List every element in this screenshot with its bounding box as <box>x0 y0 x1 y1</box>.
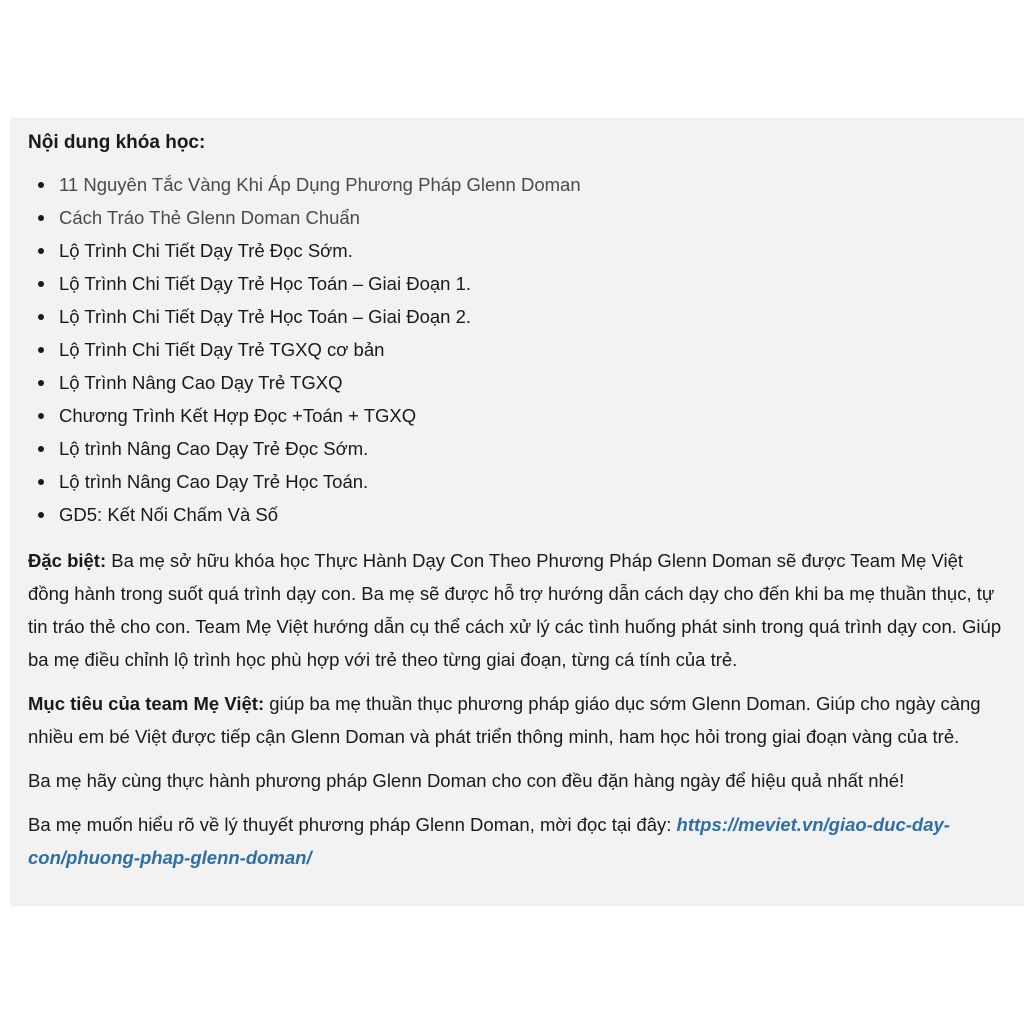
course-list <box>28 168 1006 531</box>
list-item-label: Lộ Trình Nâng Cao Dạy Trẻ TGXQ <box>59 372 343 393</box>
list-item <box>28 465 1006 498</box>
list-item <box>28 432 1006 465</box>
list-item <box>28 168 1006 201</box>
list-item-label: Lộ Trình Chi Tiết Dạy Trẻ Học Toán – Giai Đoạn 2. <box>59 306 472 327</box>
goal-paragraph <box>28 687 1006 753</box>
bullet-icon <box>38 380 44 386</box>
list-item <box>28 267 1006 300</box>
list-item <box>28 366 1006 399</box>
course-content-heading: Nội dung khóa học: <box>28 132 206 153</box>
bullet-icon <box>38 512 44 518</box>
bullet-icon <box>38 248 44 254</box>
list-item <box>28 333 1006 366</box>
list-item <box>28 201 1006 234</box>
bullet-icon <box>38 182 44 188</box>
list-item-label: Lộ Trình Chi Tiết Dạy Trẻ TGXQ cơ bản <box>59 339 385 360</box>
bullet-icon <box>38 281 44 287</box>
special-label: Đặc biệt: <box>28 550 107 571</box>
list-item <box>28 498 1006 531</box>
bullet-icon <box>38 446 44 452</box>
list-item-label: Chương Trình Kết Hợp Đọc +Toán + TGXQ <box>59 405 417 426</box>
bullet-icon <box>38 479 44 485</box>
bullet-icon <box>38 347 44 353</box>
list-item-label: Lộ Trình Chi Tiết Dạy Trẻ Đọc Sớm. <box>59 240 353 261</box>
list-item-label: 11 Nguyên Tắc Vàng Khi Áp Dụng Phương Pháp Glenn Doman <box>59 174 581 195</box>
theory-link[interactable]: https://meviet.vn/giao-duc-day-con/phuong-phap-glenn-doman/ <box>28 814 950 868</box>
list-item <box>28 234 1006 267</box>
list-item <box>28 399 1006 432</box>
special-paragraph <box>28 544 1006 676</box>
list-item-label: Cách Tráo Thẻ Glenn Doman Chuẩn <box>59 207 360 228</box>
bullet-icon <box>38 314 44 320</box>
practice-paragraph: Ba mẹ hãy cùng thực hành phương pháp Glenn Doman cho con đều đặn hàng ngày để hiệu quả nhất nhé! <box>28 770 905 791</box>
list-item-label: Lộ trình Nâng Cao Dạy Trẻ Học Toán. <box>59 471 369 492</box>
goal-text: giúp ba mẹ thuần thục phương pháp giáo dục sớm Glenn Doman. Giúp cho ngày càng nhiều em bé Việt được tiếp cận Glenn Doman và phát triển thông minh, ham học hỏi trong giai đoạn vàng của trẻ. <box>28 693 981 747</box>
theory-text: Ba mẹ muốn hiểu rõ về lý thuyết phương pháp Glenn Doman, mời đọc tại đây: <box>28 814 677 835</box>
list-item <box>28 300 1006 333</box>
list-item-label: Lộ trình Nâng Cao Dạy Trẻ Đọc Sớm. <box>59 438 369 459</box>
special-text: Ba mẹ sở hữu khóa học Thực Hành Dạy Con Theo Phương Pháp Glenn Doman sẽ được Team Mẹ Việt đồng hành trong suốt quá trình dạy con. Ba mẹ sẽ được hỗ trợ hướng dẫn cách dạy cho đến khi ba mẹ thuần thục, tự tin tráo thẻ cho con. Team Mẹ Việt hướng dẫn cụ thể cách xử lý các tình huống phát sinh trong quá trình dạy con. Giúp ba mẹ điều chỉnh lộ trình học phù hợp với trẻ theo từng giai đoạn, từng cá tính của trẻ. <box>28 550 1002 670</box>
bullet-icon <box>38 413 44 419</box>
bullet-icon <box>38 215 44 221</box>
content-panel <box>10 118 1024 906</box>
goal-label: Mục tiêu của team Mẹ Việt: <box>28 693 265 714</box>
list-item-label: GD5: Kết Nối Chấm Và Số <box>59 504 279 525</box>
list-item-label: Lộ Trình Chi Tiết Dạy Trẻ Học Toán – Giai Đoạn 1. <box>59 273 472 294</box>
theory-paragraph <box>28 808 1006 874</box>
